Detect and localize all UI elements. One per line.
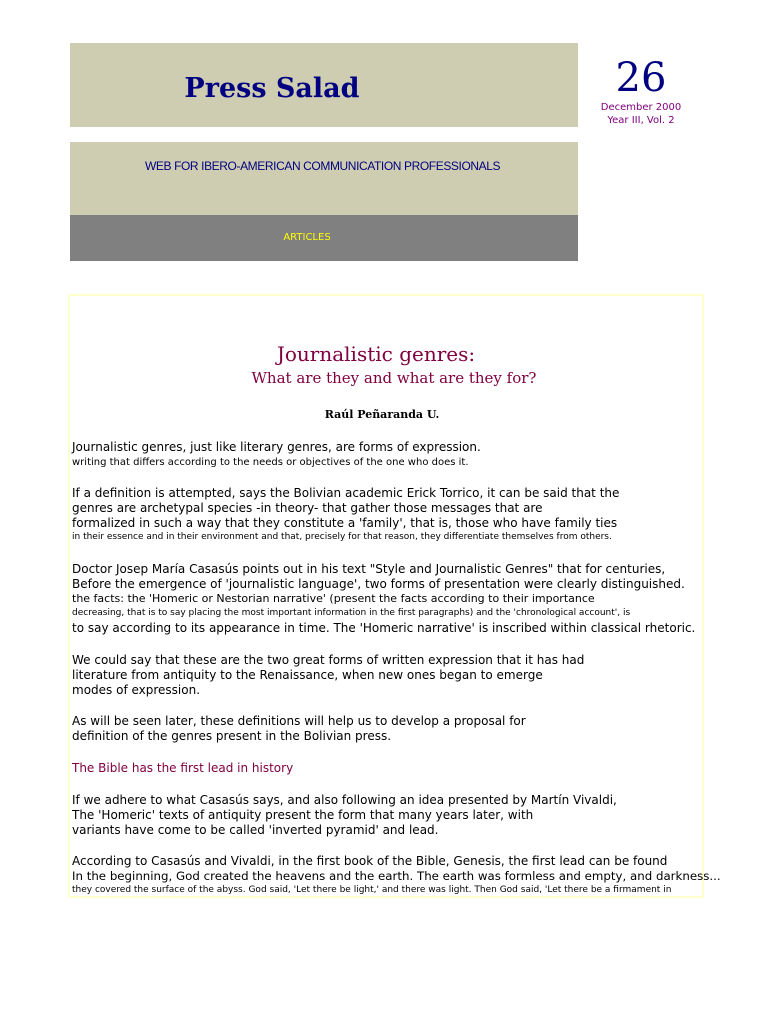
article-subtitle: What are they and what are they for? [251,369,537,387]
articles-link[interactable]: ARTICLES [283,232,331,243]
paragraph-line: If a definition is attempted, says the Bolivian academic Erick Torrico, it can be said that the [72,486,620,500]
paragraph-line: writing that differs according to the needs or objectives of the one who does it. [72,457,469,468]
paragraph-line: According to Casasús and Vivaldi, in the first book of the Bible, Genesis, the first lead can be found [72,854,668,868]
issue-info [597,55,685,127]
paragraph-line: literature from antiquity to the Renaissance, when new ones began to emerge [72,668,543,682]
masthead-banner [70,43,578,127]
section-heading: The Bible has the first lead in history [72,761,294,775]
article-author: Raúl Peñaranda U. [324,408,440,421]
tagline-banner [70,142,578,215]
paragraph-line: decreasing, that is to say placing the most important information in the first paragraphs) and the 'chronological account', is [72,608,631,618]
paragraph-line: modes of expression. [72,683,201,697]
article-body [68,294,721,898]
issue-volume: Year III, Vol. 2 [607,115,675,126]
paragraph-line: the facts: the 'Homeric or Nestorian narrative' (present the facts according to their importance [72,592,595,605]
paragraph-line: variants have come to be called 'inverted pyramid' and lead. [72,823,439,837]
paragraph-line: Before the emergence of 'journalistic language', two forms of presentation were clearly distinguished. [72,577,685,591]
paragraph-line: The 'Homeric' texts of antiquity present the form that many years later, with [72,808,534,822]
paragraph-line: in their essence and in their environment and that, precisely for that reason, they differentiate themselves from others. [72,532,612,542]
issue-date: December 2000 [600,102,682,113]
site-tagline: WEB FOR IBERO-AMERICAN COMMUNICATION PROFESSIONALS [145,159,501,173]
paragraph-line: We could say that these are the two great forms of written expression that it has had [72,653,585,667]
paragraph-line: If we adhere to what Casasús says, and also following an idea presented by Martín Vivaldi, [72,793,617,807]
article-title: Journalistic genres: [276,342,476,366]
paragraph-line: definition of the genres present in the Bolivian press. [72,729,392,743]
paragraph-line: In the beginning, God created the heavens and the earth. The earth was formless and empty, and darkness... [72,869,721,883]
nav-bar [70,215,578,261]
paragraph-line: genres are archetypal species -in theory- that gather those messages that are [72,501,543,515]
site-title: Press Salad [184,73,360,104]
paragraph-line: formalized in such a way that they constitute a 'family', that is, those who have family ties [72,516,618,530]
issue-number: 26 [615,55,667,101]
paragraph-line: Doctor Josep María Casasús points out in his text "Style and Journalistic Genres" that for centuries, [72,562,666,576]
paragraph-line: to say according to its appearance in time. The 'Homeric narrative' is inscribed within classical rhetoric. [72,621,696,635]
paragraph-line: they covered the surface of the abyss. God said, 'Let there be light,' and there was light. Then God said, 'Let there be a firmament in [72,885,672,895]
paragraph-line: As will be seen later, these definitions will help us to develop a proposal for [72,714,526,728]
paragraph-line: Journalistic genres, just like literary genres, are forms of expression. [72,440,481,454]
